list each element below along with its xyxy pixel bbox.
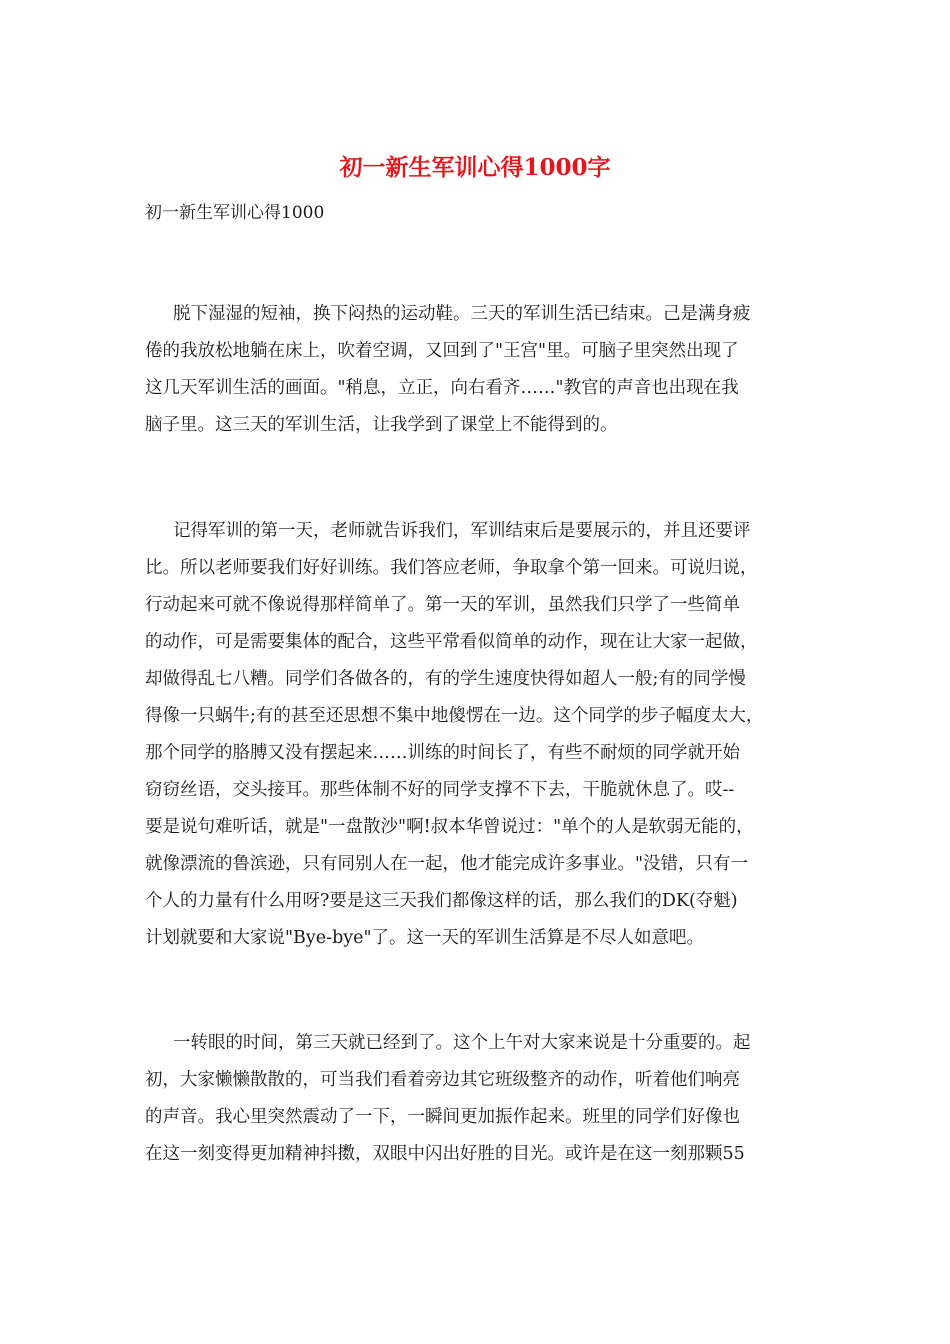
paragraph-line: 脱下湿湿的短袖，换下闷热的运动鞋。三天的军训生活已结束。己是满身疲	[173, 304, 751, 324]
paragraph-3	[145, 1025, 825, 1173]
paragraph-line: 计划就要和大家说"Bye-bye"了。这一天的军训生活算是不尽人如意吧。	[145, 928, 705, 948]
paragraph-line: 一转眼的时间，第三天就已经到了。这个上午对大家来说是十分重要的。起	[173, 1033, 751, 1053]
paragraph-line: 窃窃丝语，交头接耳。那些体制不好的同学支撑不下去，干脆就休息了。哎--	[145, 780, 735, 800]
paragraph-line: 比。所以老师要我们好好训练。我们答应老师，争取拿个第一回来。可说归说，	[145, 558, 758, 578]
paragraph-line: 脑子里。这三天的军训生活，让我学到了课堂上不能得到的。	[145, 415, 618, 435]
paragraph-line: 就像漂流的鲁滨逊，只有同别人在一起，他才能完成许多事业。"没错，只有一	[145, 854, 749, 874]
paragraph-line: 的声音。我心里突然震动了一下，一瞬间更加振作起来。班里的同学们好像也	[145, 1107, 740, 1127]
document-title: 初一新生军训心得1000字	[339, 154, 611, 181]
paragraph-line: 得像一只蜗牛;有的甚至还思想不集中地傻愣在一边。这个同学的步子幅度太大，	[145, 706, 764, 726]
paragraph-line: 记得军训的第一天，老师就告诉我们，军训结束后是要展示的，并且还要评	[173, 521, 751, 541]
paragraph-line: 在这一刻变得更加精神抖擞，双眼中闪出好胜的目光。或许是在这一刻那颗55	[145, 1144, 745, 1164]
paragraph-line: 倦的我放松地躺在床上，吹着空调，又回到了"王宫"里。可脑子里突然出现了	[145, 341, 739, 361]
paragraph-2	[145, 513, 825, 957]
document-subtitle: 初一新生军训心得1000	[145, 203, 325, 223]
paragraph-line: 行动起来可就不像说得那样简单了。第一天的军训，虽然我们只学了一些简单	[145, 595, 740, 615]
paragraph-line: 这几天军训生活的画面。"稍息，立正，向右看齐……"教官的声音也出现在我	[145, 378, 739, 398]
paragraph-line: 的动作，可是需要集体的配合，这些平常看似简单的动作，现在让大家一起做，	[145, 632, 758, 652]
paragraph-line: 个人的力量有什么用呀?要是这三天我们都像这样的话，那么我们的DK(夺魁)	[145, 891, 738, 911]
paragraph-line: 却做得乱七八糟。同学们各做各的，有的学生速度快得如超人一般;有的同学慢	[145, 669, 746, 689]
paragraph-line: 要是说句难听话，就是"一盘散沙"啊!叔本华曾说过："单个的人是软弱无能的，	[145, 817, 754, 837]
paragraph-line: 初，大家懒懒散散的，可当我们看着旁边其它班级整齐的动作，听着他们响亮	[145, 1070, 740, 1090]
paragraph-1	[145, 296, 825, 444]
paragraph-line: 那个同学的胳膊又没有摆起来……训练的时间长了，有些不耐烦的同学就开始	[145, 743, 740, 763]
